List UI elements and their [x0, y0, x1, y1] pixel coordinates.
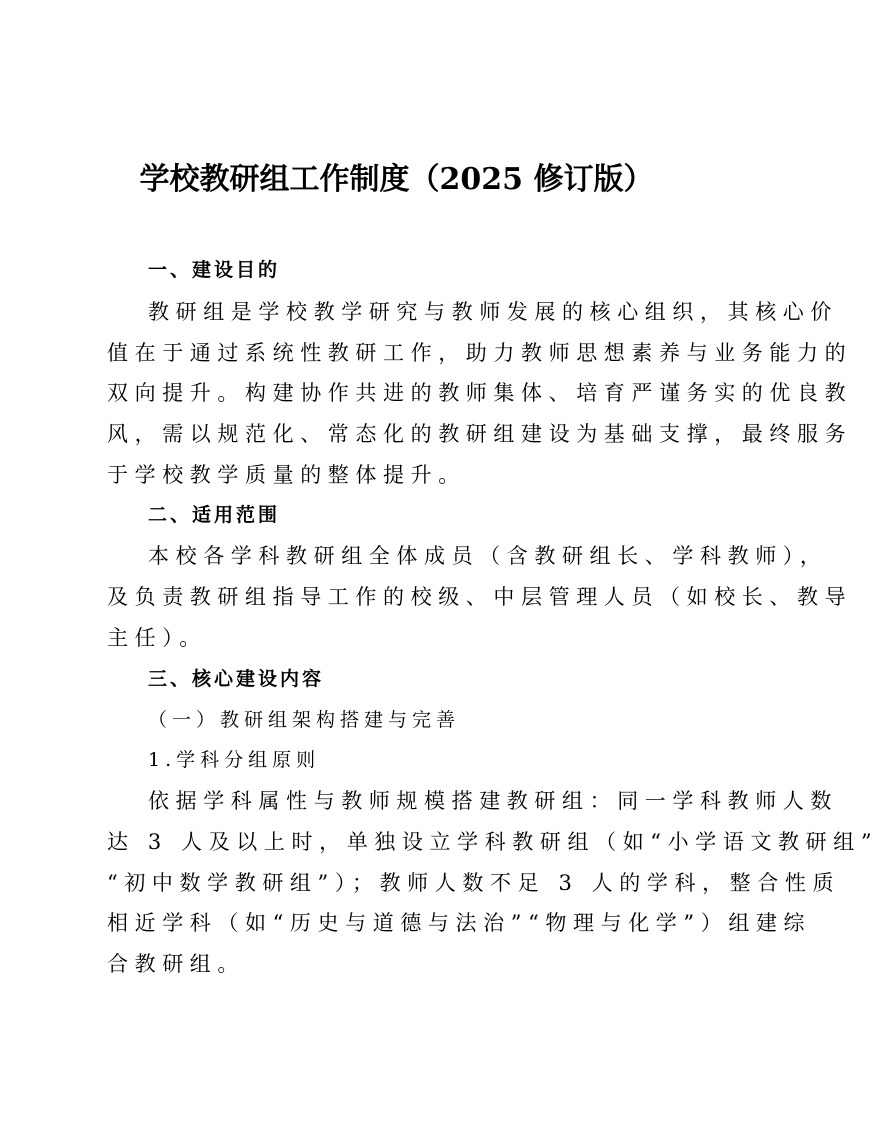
section-heading-scope: 二、适用范围: [148, 504, 281, 526]
paragraph-line: 于学校教学质量的整体提升。: [107, 463, 466, 487]
paragraph-line: 依据学科属性与教师规模搭建教研组：同一学科教师人数: [148, 789, 838, 813]
paragraph-line: 达 3 人及以上时，单独设立学科教研组（如“小学语文教研组”: [107, 830, 878, 854]
paragraph-line: “初中数学教研组”）；教师人数不足 3 人的学科，整合性质: [107, 871, 841, 895]
paragraph-line: 值在于通过系统性教研工作，助力教师思想素养与业务能力的: [107, 341, 853, 365]
paragraph-line: 相近学科（如“历史与道德与法治”“物理与化学”）组建综: [107, 911, 812, 935]
document-title: 学校教研组工作制度（2025 修订版）: [139, 162, 654, 197]
paragraph-line: 本校各学科教研组全体成员（含教研组长、学科教师），: [148, 544, 828, 568]
paragraph-line: 教研组是学校教学研究与教师发展的核心组织，其核心价: [148, 300, 838, 324]
subsection-heading: （一）教研组架构搭建与完善: [148, 709, 461, 731]
paragraph-line: 主任）。: [107, 626, 207, 650]
section-heading-purpose: 一、建设目的: [148, 259, 281, 281]
paragraph-line: 风，需以规范化、常态化的教研组建设为基础支撑，最终服务: [107, 422, 853, 446]
paragraph-line: 合教研组。: [107, 952, 245, 976]
paragraph-line: 及负责教研组指导工作的校级、中层管理人员（如校长、教导: [107, 585, 853, 609]
item-title: 1.学科分组原则: [148, 749, 321, 771]
section-heading-core-content: 三、核心建设内容: [148, 668, 325, 690]
paragraph-line: 双向提升。构建协作共进的教师集体、培育严谨务实的优良教: [107, 381, 853, 405]
